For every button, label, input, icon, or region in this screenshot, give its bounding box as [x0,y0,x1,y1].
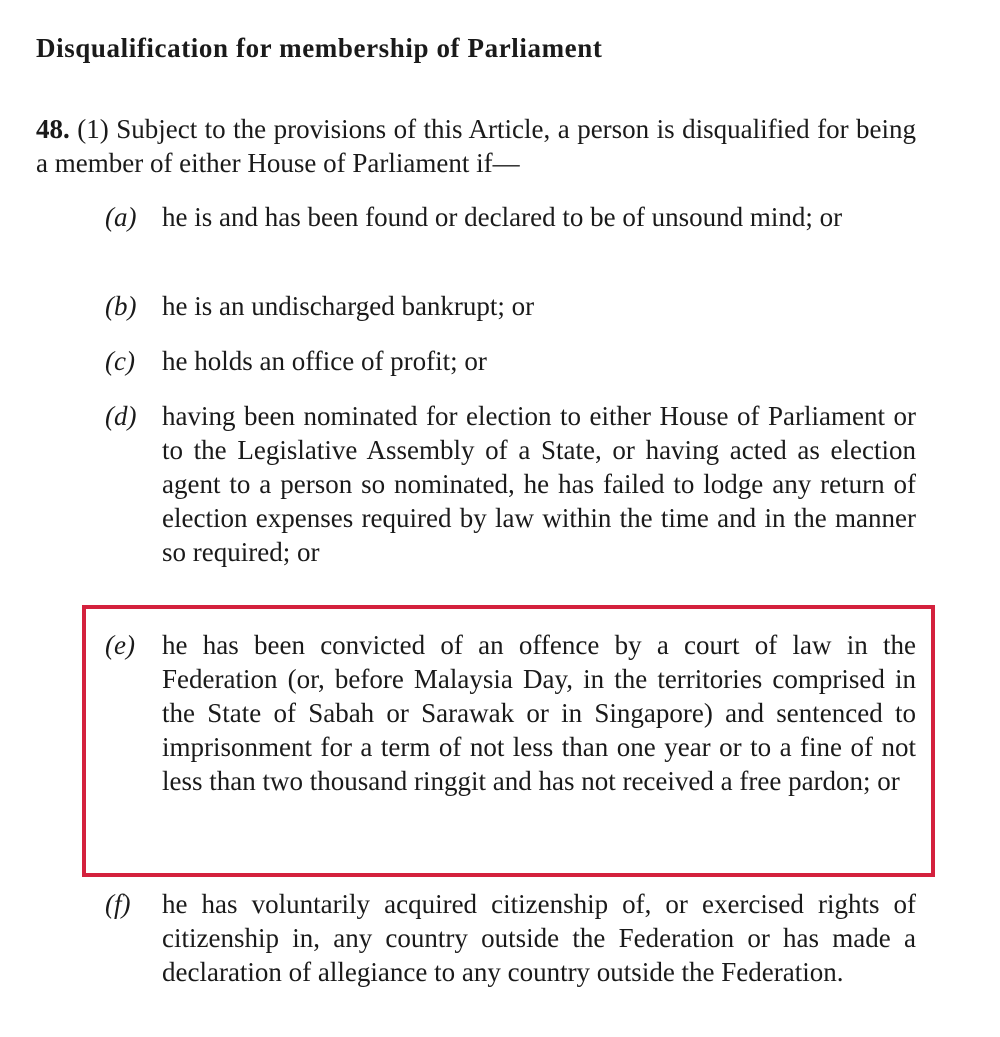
item-label: (f) [105,889,131,919]
section-heading: Disqualification for membership of Parliament [36,33,603,63]
item-text: he has been convicted of an offence by a court of law in the Federation (or, before Malaysia Day, in the territories comprised in the State of Sabah or Sarawak or in Singapore) and sentenced to imprisonment for a term of not less than one year or to a fine of not less than two thousand ringgit and has not received a free pardon; or [162,630,916,796]
item-label: (c) [105,346,135,376]
item-text: he is an undischarged bankrupt; or [162,291,535,321]
item-label: (a) [105,202,137,232]
list-item-e [105,628,916,798]
list-item-d [105,399,916,569]
item-label: (b) [105,291,137,321]
item-text: having been nominated for election to either House of Parliament or to the Legislative Assembly of a State, or having acted as election agent to a person so nominated, he has failed to lodge any return of election expenses required by law within the time and in the manner so required; or [162,401,916,567]
item-label: (e) [105,630,135,660]
item-text: he is and has been found or declared to be of unsound mind; or [162,202,843,232]
item-label: (d) [105,401,137,431]
article-intro-text: Subject to the provisions of this Article, a person is disqualified for being a member of either House of Parliament if— [36,114,917,178]
item-text: he has voluntarily acquired citizenship of, or exercised rights of citizenship in, any country outside the Federation or has made a declaration of allegiance to any country outside the Federation. [162,889,916,987]
article-number: 48. [36,114,70,144]
list-item-c [105,344,916,378]
item-text: he holds an office of profit; or [162,346,487,376]
clause-number: (1) [77,114,109,144]
list-item-a [105,200,916,234]
list-item-f [105,887,916,989]
list-item-b [105,289,916,323]
article-intro [36,112,916,180]
